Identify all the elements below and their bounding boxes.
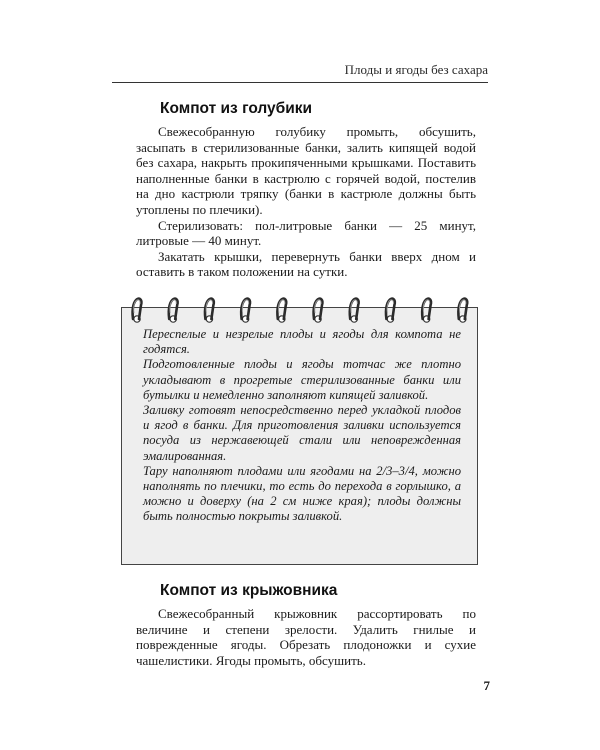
section-title-gooseberry: Компот из крыжовника	[160, 582, 338, 599]
spiral-binding	[121, 289, 478, 329]
blueberry-body	[136, 124, 476, 280]
header-rule	[112, 82, 488, 83]
tip-paragraph: Заливку готовят непосредственно перед укладкой плодов и ягод в банки. Для приготовления заливки используется посуда из нержавеющей стали или неповрежденная эмалированная.	[143, 403, 461, 463]
tip-paragraph: Подготовленные плоды и ягоды тотчас же плотно укладывают в прогретые стерилизованные банки или бутылки и немедленно заполняют кипящей заливкой.	[143, 357, 461, 402]
tip-paragraph: Тару наполняют плодами или ягодами на 2/3–3/4, можно наполнять по плечики, то есть до перехода в горлышко, а можно и доверху (на 2 см ниже края); плоды должны быть полностью покрыты заливкой.	[143, 463, 461, 524]
spiral-ring	[205, 299, 214, 323]
spiral-ring	[169, 299, 178, 323]
spiral-ring	[386, 299, 395, 323]
spiral-ring	[277, 299, 286, 323]
spiral-ring	[133, 299, 142, 323]
spiral-ring	[241, 299, 250, 323]
notebook-tip-text	[143, 327, 461, 525]
section-title-blueberry: Компот из голубики	[160, 100, 313, 117]
running-title: Плоды и ягоды без сахара	[344, 62, 488, 77]
page-number: 7	[483, 678, 490, 693]
spiral-ring	[458, 299, 467, 323]
paragraph: Свежесобранную голубику промыть, обсушить, засыпать в стерилизованные банки, залить кипящей водой без сахара, накрыть прокипяченными крышками. Поставить наполненные банки в кастрюлю с горячей водой, постелив на дно кастрюли тряпку (банки в кастрюле должны быть утоплены по плечики).	[136, 124, 476, 217]
spiral-ring	[314, 299, 323, 323]
spiral-ring	[422, 299, 431, 323]
gooseberry-body	[136, 606, 476, 668]
paragraph: Стерилизовать: пол-литровые банки — 25 минут, литровые — 40 минут.	[136, 217, 476, 249]
paragraph: Свежесобранный крыжовник рассортировать по величине и степени зрелости. Удалить гнилые и поврежденные ягоды. Обрезать плодоножки и сухие чашелистики. Ягоды промыть, обсушить.	[136, 606, 476, 668]
spiral-ring	[350, 299, 359, 323]
tip-paragraph: Переспелые и незрелые плоды и ягоды для компота не годятся.	[143, 327, 461, 357]
paragraph: Закатать крышки, перевернуть банки вверх дном и оставить в таком положении на сутки.	[136, 248, 476, 280]
